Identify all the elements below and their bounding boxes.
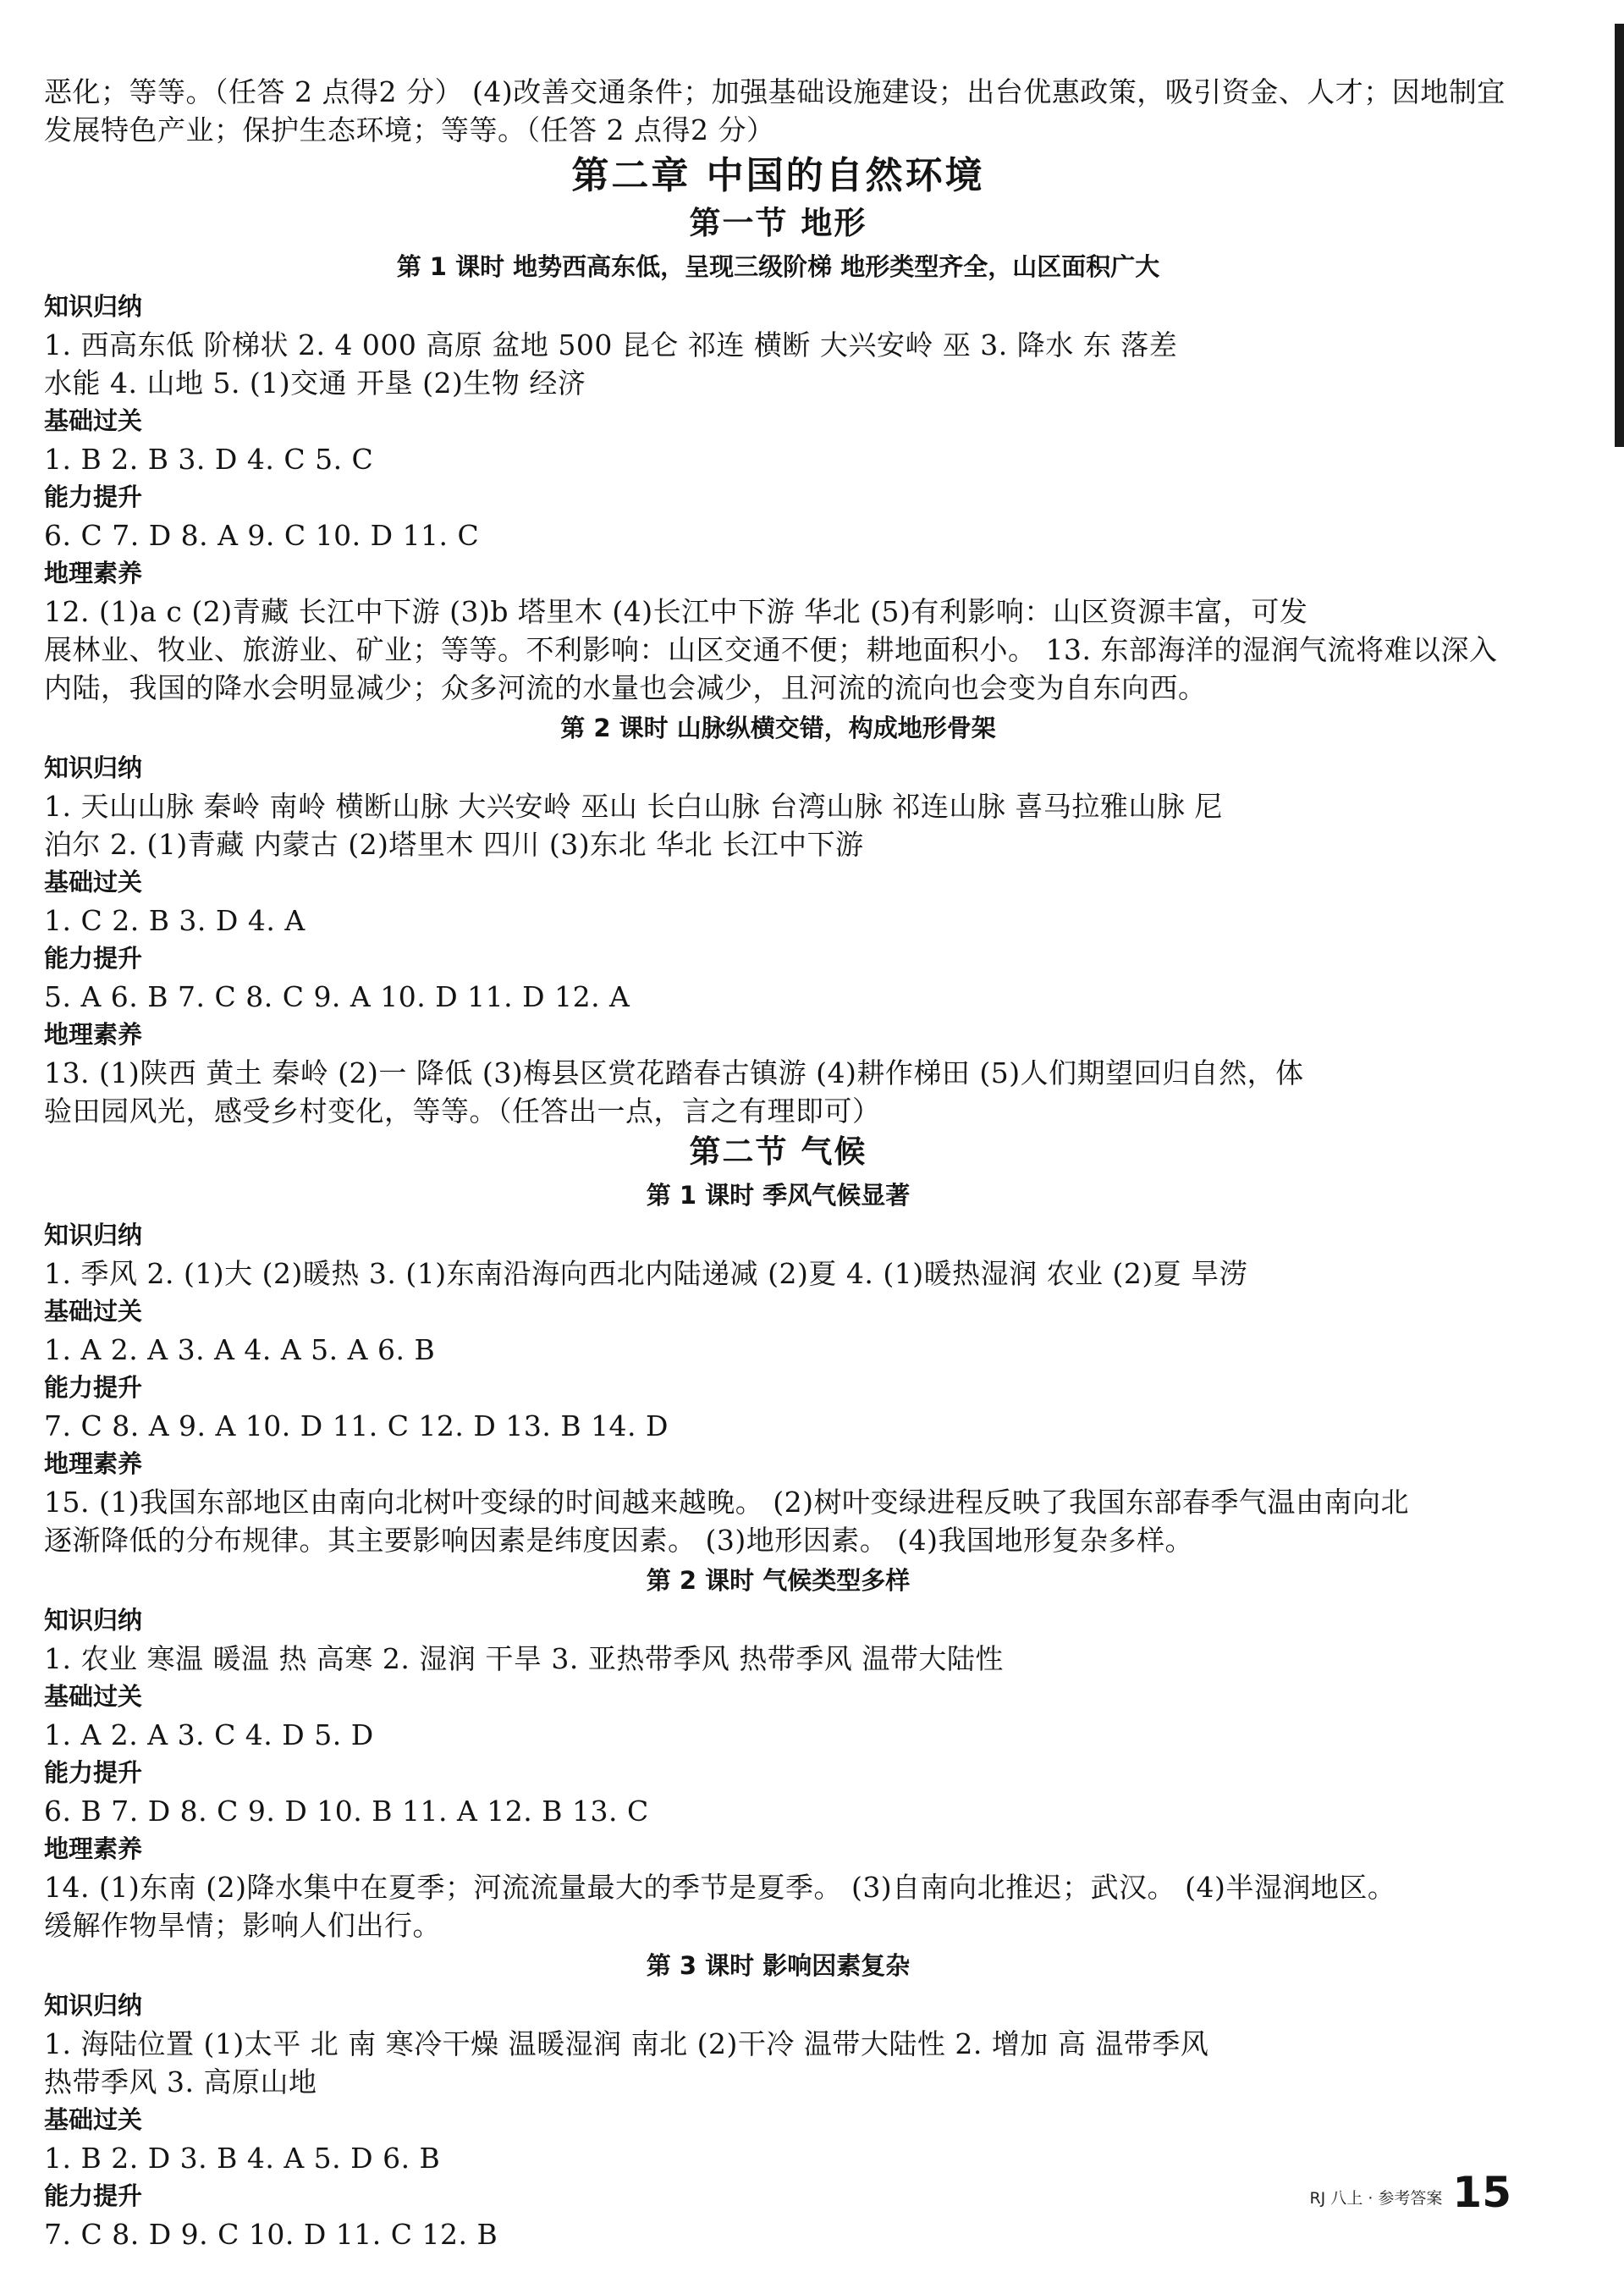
chapter-title: 第二章 中国的自然环境 [571, 154, 985, 197]
basic-answers: 1. C 2. B 3. D 4. A [44, 904, 306, 937]
intro-line-1: 恶化；等等。（任答 2 点得2 分） (4)改善交通条件；加强基础设施建设；出台优惠政策，吸引资金、人才；因地制宜 [44, 75, 1506, 108]
literacy-line: 13. (1)陕西 黄土 秦岭 (2)一 降低 (3)梅县区赏花踏春古镇游 (4)耕作梯田 (5)人们期望回归自然，体 [44, 1056, 1304, 1089]
literacy-line: 缓解作物旱情；影响人们出行。 [44, 1909, 441, 1942]
ability-answers: 7. C 8. D 9. C 10. D 11. C 12. B [44, 2218, 498, 2251]
answer-key-page [44, 73, 1512, 2253]
knowledge-line: 热带季风 3. 高原山地 [44, 2065, 317, 2098]
basic-heading: 基础过关 [44, 1297, 143, 1326]
section-title-climate: 第二节 气候 [689, 1133, 867, 1170]
knowledge-line: 1. 季风 2. (1)大 (2)暖热 3. (1)东南沿海向西北内陆递减 (2)夏 4. (1)暖热湿润 农业 (2)夏 旱涝 [44, 1257, 1248, 1290]
ability-heading: 能力提升 [44, 1758, 143, 1787]
knowledge-line: 泊尔 2. (1)青藏 内蒙古 (2)塔里木 四川 (3)东北 华北 长江中下游 [44, 828, 864, 861]
ability-answers: 6. C 7. D 8. A 9. C 10. D 11. C [44, 519, 480, 552]
knowledge-heading: 知识归纳 [44, 292, 143, 321]
basic-answers: 1. A 2. A 3. C 4. D 5. D [44, 1718, 374, 1751]
ability-answers: 5. A 6. B 7. C 8. C 9. A 10. D 11. D 12. A [44, 980, 630, 1013]
basic-answers: 1. B 2. D 3. B 4. A 5. D 6. B [44, 2142, 441, 2175]
literacy-line: 内陆，我国的降水会明显减少；众多河流的水量也会减少，且河流的流向也会变为自东向西。 [44, 671, 1207, 704]
literacy-line: 逐渐降低的分布规律。其主要影响因素是纬度因素。 (3)地形因素。 (4)我国地形复杂多样。 [44, 1524, 1193, 1557]
page-edge-bar [1615, 24, 1624, 447]
lesson-title: 第 1 课时 季风气候显著 [646, 1181, 911, 1210]
knowledge-heading: 知识归纳 [44, 753, 143, 782]
literacy-line: 验田园风光，感受乡村变化，等等。（任答出一点，言之有理即可） [44, 1095, 881, 1128]
ability-heading: 能力提升 [44, 483, 143, 511]
knowledge-line: 1. 农业 寒温 暖温 热 高寒 2. 湿润 干旱 3. 亚热带季风 热带季风 温带大陆性 [44, 1642, 1004, 1675]
basic-heading: 基础过关 [44, 2105, 143, 2134]
lesson-title: 第 1 课时 地势西高东低，呈现三级阶梯 地形类型齐全，山区面积广大 [396, 252, 1160, 281]
page-number: 15 [1452, 2168, 1511, 2217]
ability-heading: 能力提升 [44, 1373, 143, 1402]
footer-label: RJ 八上 · 参考答案 [1309, 2189, 1443, 2208]
knowledge-heading: 知识归纳 [44, 1991, 143, 2020]
literacy-line: 14. (1)东南 (2)降水集中在夏季；河流流量最大的季节是夏季。 (3)自南向北推迟；武汉。 (4)半湿润地区。 [44, 1871, 1396, 1904]
knowledge-heading: 知识归纳 [44, 1606, 143, 1635]
literacy-line: 展林业、牧业、旅游业、矿业；等等。不利影响：山区交通不便；耕地面积小。 13. 东部海洋的湿润气流将难以深入 [44, 633, 1498, 666]
basic-heading: 基础过关 [44, 1682, 143, 1711]
ability-answers: 7. C 8. A 9. A 10. D 11. C 12. D 13. B 14. D [44, 1409, 669, 1442]
knowledge-line: 水能 4. 山地 5. (1)交通 开垦 (2)生物 经济 [44, 367, 586, 400]
lesson-title: 第 2 课时 气候类型多样 [646, 1566, 911, 1595]
literacy-heading: 地理素养 [44, 1449, 143, 1478]
knowledge-heading: 知识归纳 [44, 1221, 143, 1249]
basic-heading: 基础过关 [44, 406, 143, 435]
ability-answers: 6. B 7. D 8. C 9. D 10. B 11. A 12. B 13. C [44, 1795, 649, 1828]
literacy-line: 15. (1)我国东部地区由南向北树叶变绿的时间越来越晚。 (2)树叶变绿进程反映了我国东部春季气温由南向北 [44, 1486, 1409, 1519]
intro-line-2: 发展特色产业；保护生态环境；等等。（任答 2 点得2 分） [44, 113, 775, 146]
lesson-title: 第 3 课时 影响因素复杂 [646, 1951, 911, 1980]
ability-heading: 能力提升 [44, 2181, 143, 2210]
knowledge-line: 1. 西高东低 阶梯状 2. 4 000 高原 盆地 500 昆仑 祁连 横断 大兴安岭 巫 3. 降水 东 落差 [44, 328, 1178, 361]
basic-answers: 1. A 2. A 3. A 4. A 5. A 6. B [44, 1333, 436, 1366]
literacy-heading: 地理素养 [44, 559, 143, 587]
literacy-line: 12. (1)a c (2)青藏 长江中下游 (3)b 塔里木 (4)长江中下游 华北 (5)有利影响：山区资源丰富，可发 [44, 595, 1308, 628]
knowledge-line: 1. 海陆位置 (1)太平 北 南 寒冷干燥 温暖湿润 南北 (2)干冷 温带大陆性 2. 增加 高 温带季风 [44, 2027, 1209, 2060]
basic-heading: 基础过关 [44, 868, 143, 896]
lesson-title: 第 2 课时 山脉纵横交错，构成地形骨架 [560, 714, 996, 742]
knowledge-line: 1. 天山山脉 秦岭 南岭 横断山脉 大兴安岭 巫山 长白山脉 台湾山脉 祁连山脉 喜马拉雅山脉 尼 [44, 790, 1223, 823]
page-footer [1309, 2168, 1511, 2217]
basic-answers: 1. B 2. B 3. D 4. C 5. C [44, 443, 374, 476]
ability-heading: 能力提升 [44, 944, 143, 973]
literacy-heading: 地理素养 [44, 1020, 143, 1049]
literacy-heading: 地理素养 [44, 1834, 143, 1863]
section-title-terrain: 第一节 地形 [689, 205, 867, 241]
